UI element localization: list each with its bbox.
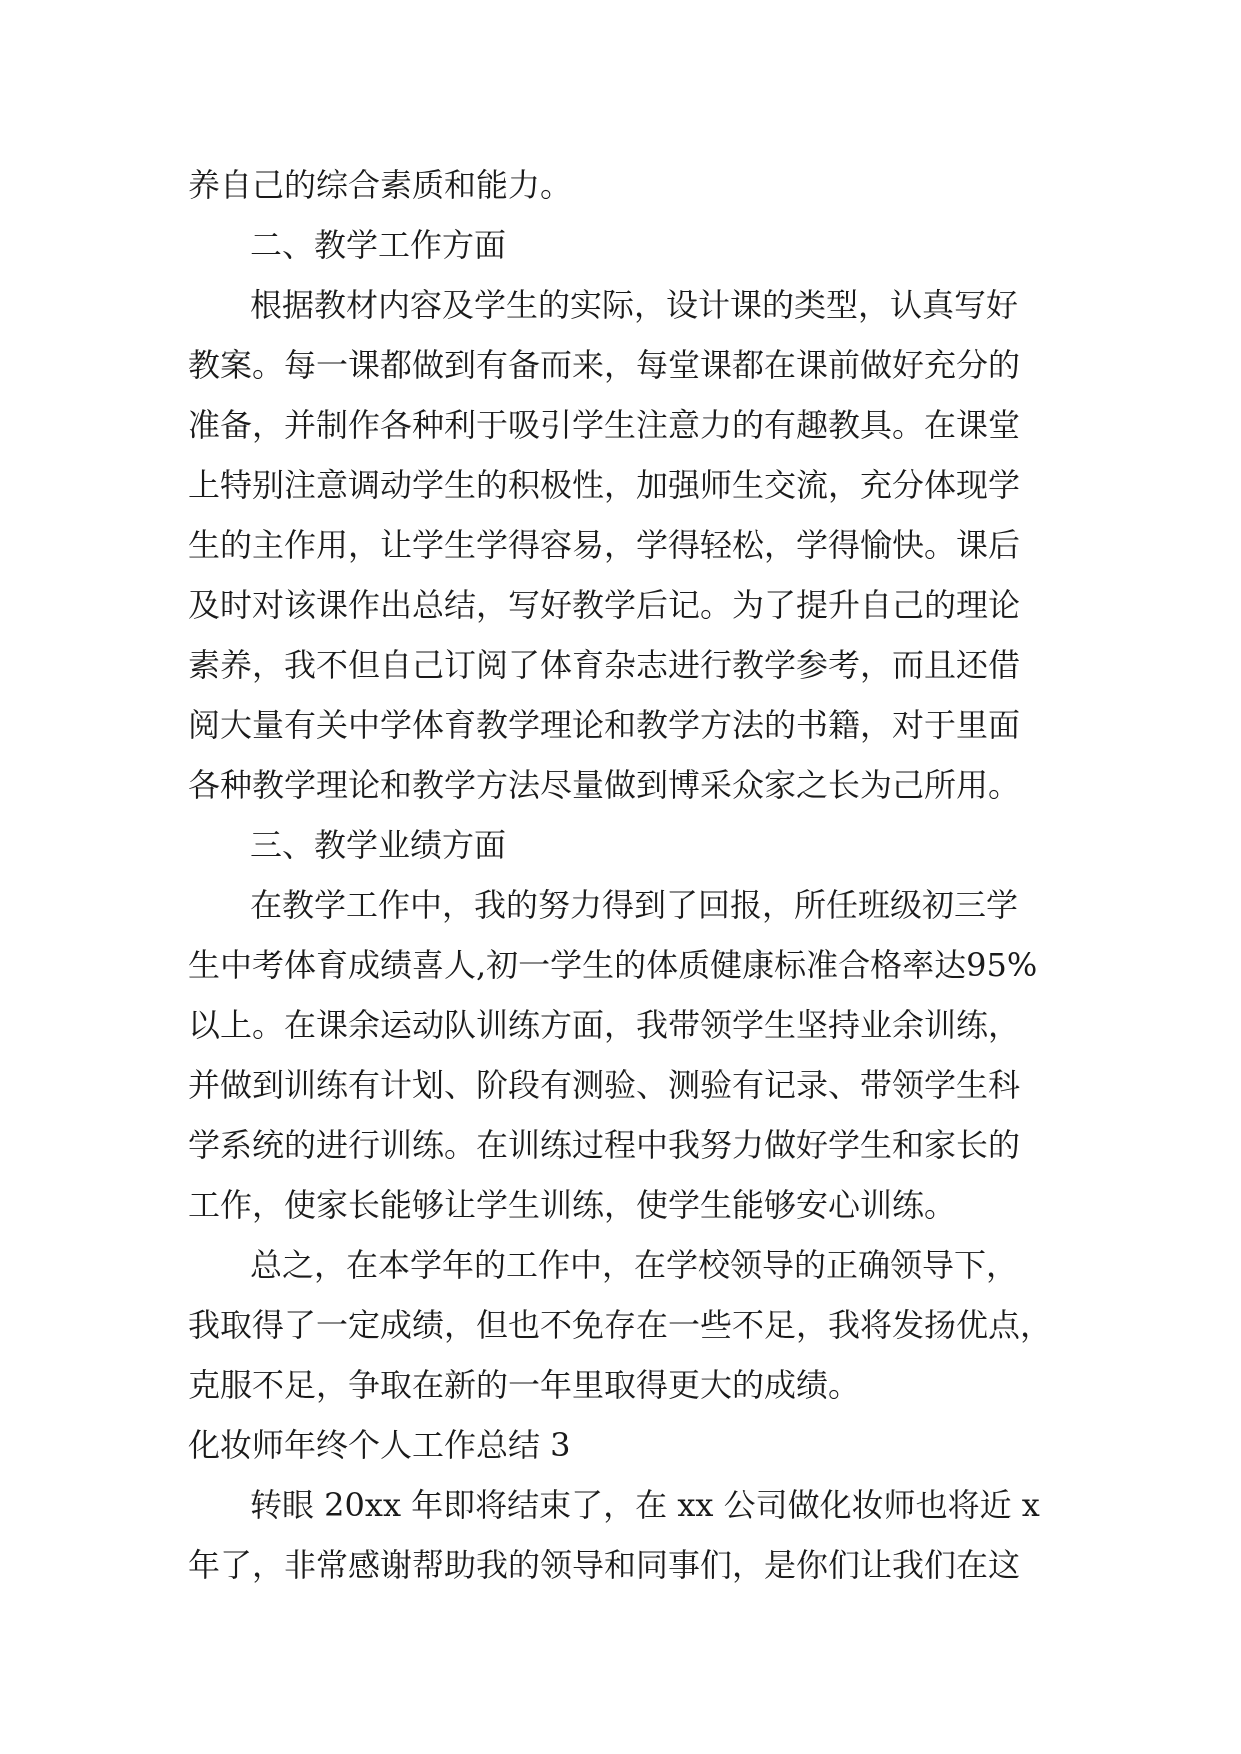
line-text: 及时对该课作出总结，写好教学后记。为了提升自己的理论 (188, 586, 1021, 624)
line-text: 学系统的进行训练。在训练过程中我努力做好学生和家长的 (188, 1126, 1021, 1164)
line-text: 我取得了一定成绩，但也不免存在一些不足，我将发扬优点， (188, 1306, 1053, 1344)
line-text: 化妆师年终个人工作总结 3 (188, 1426, 571, 1464)
line-text: 生中考体育成绩喜人,初一学生的体质健康标准合格率达95% (188, 946, 1038, 984)
line-text: 素养，我不但自己订阅了体育杂志进行教学参考，而且还借 (188, 646, 1021, 684)
line-text: 在教学工作中，我的努力得到了回报，所任班级初三学 (250, 886, 1019, 924)
line-text: 养自己的综合素质和能力。 (188, 166, 573, 204)
line-text: 生的主作用，让学生学得容易，学得轻松，学得愉快。课后 (188, 526, 1021, 564)
line-text: 并做到训练有计划、阶段有测验、测验有记录、带领学生科 (188, 1066, 1021, 1104)
line-text: 上特别注意调动学生的积极性，加强师生交流，充分体现学 (188, 466, 1021, 504)
line-text: 克服不足，争取在新的一年里取得更大的成绩。 (188, 1366, 861, 1404)
line-text: 各种教学理论和教学方法尽量做到博采众家之长为己所用。 (188, 766, 1021, 804)
line-text: 二、教学工作方面 (250, 226, 507, 264)
line-text: 三、教学业绩方面 (250, 826, 507, 864)
text-line (0, 1530, 1241, 1600)
line-text: 阅大量有关中学体育教学理论和教学方法的书籍，对于里面 (188, 706, 1021, 744)
line-text: 以上。在课余运动队训练方面，我带领学生坚持业余训练， (188, 1006, 1021, 1044)
line-text: 根据教材内容及学生的实际，设计课的类型，认真写好 (250, 286, 1019, 324)
line-text: 工作，使家长能够让学生训练，使学生能够安心训练。 (188, 1186, 957, 1224)
line-text: 准备，并制作各种利于吸引学生注意力的有趣教具。在课堂 (188, 406, 1021, 444)
line-text: 年了，非常感谢帮助我的领导和同事们，是你们让我们在这 (188, 1546, 1021, 1584)
line-text: 转眼 20xx 年即将结束了，在 xx 公司做化妆师也将近 x (250, 1486, 1040, 1524)
line-text: 教案。每一课都做到有备而来，每堂课都在课前做好充分的 (188, 346, 1021, 384)
line-text: 总之，在本学年的工作中，在学校领导的正确领导下， (250, 1246, 1019, 1284)
